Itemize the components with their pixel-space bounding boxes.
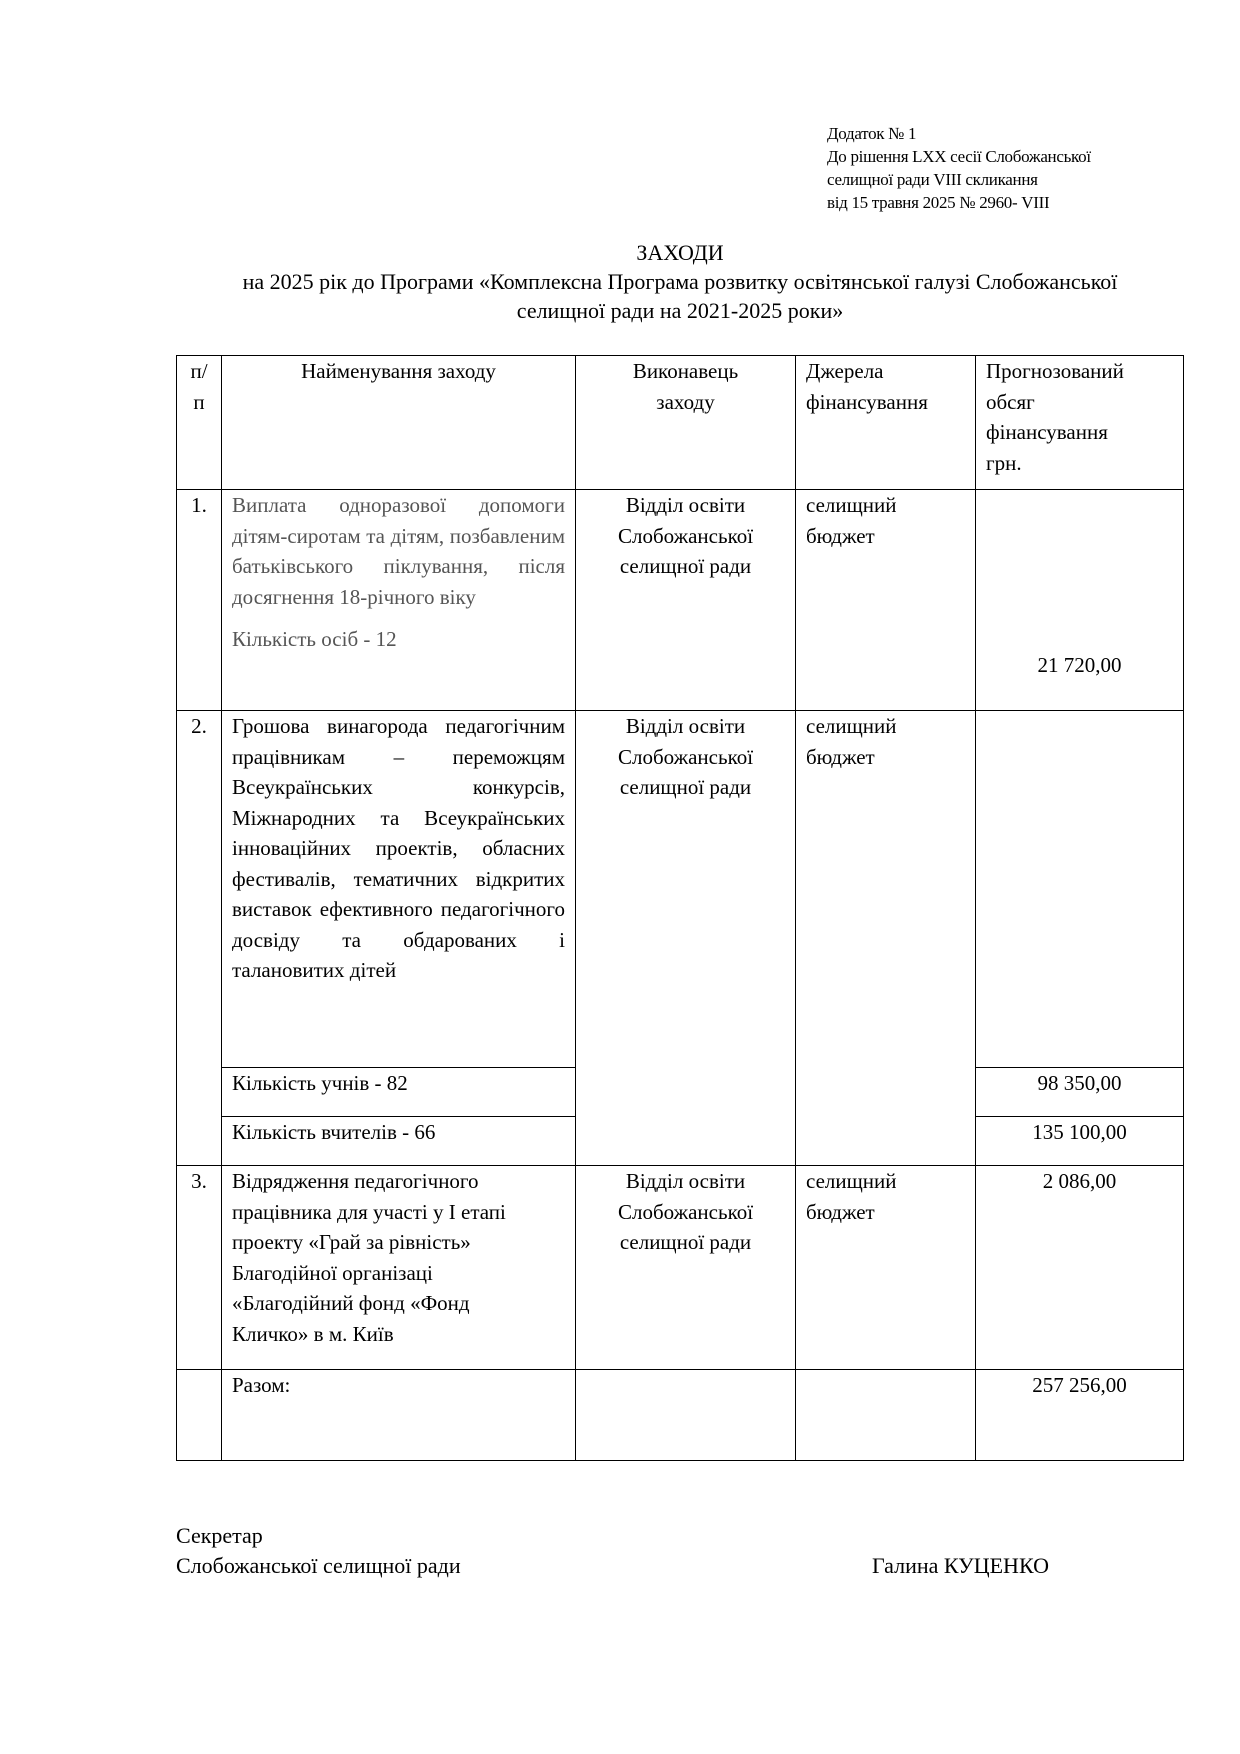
header-name: Найменування заходу: [222, 356, 576, 490]
row-2-num: 2.: [177, 711, 222, 1166]
row-3-executor: Відділ освіти Слобожанської селищної ради: [576, 1166, 796, 1370]
table-row: [177, 711, 1184, 1068]
row-1-source: селищний бюджет: [796, 490, 976, 711]
row-1-executor: Відділ освіти Слобожанської селищної ради: [576, 490, 796, 711]
annex-reference: [827, 122, 1091, 214]
header-executor: Виконавець заходу: [576, 356, 796, 490]
row-1-amount: 21 720,00: [976, 490, 1184, 711]
row-2-name: Грошова винагорода педагогічним працівникам – переможцям Всеукраїнських конкурсів, Міжнародних та Всеукраїнських інноваційних проектів, обласних фестивалів, тематичних відкритих виставок ефективного педагогічного досвіду та обдарованих і талановитих дітей: [222, 711, 576, 1068]
total-executor-empty: [576, 1370, 796, 1461]
table-header-row: [177, 356, 1184, 490]
title-line-1: ЗАХОДИ: [636, 240, 724, 265]
row-2-sub-2-label: Кількість вчителів - 66: [222, 1117, 576, 1166]
total-label: Разом:: [222, 1370, 576, 1461]
signature-role: [176, 1521, 461, 1581]
row-3-source: селищний бюджет: [796, 1166, 976, 1370]
table-total-row: [177, 1370, 1184, 1461]
signature-role-line-2: Слобожанської селищної ради: [176, 1553, 461, 1578]
measures-table: [176, 355, 1184, 1461]
row-3-num: 3.: [177, 1166, 222, 1370]
annex-line-1: Додаток № 1: [827, 124, 917, 143]
row-3-name: Відрядження педагогічного працівника для участі у І етапі проекту «Грай за рівність» Благодійної організаці «Благодійний фонд «Фонд Кличко» в м. Київ: [222, 1166, 576, 1370]
total-source-empty: [796, 1370, 976, 1461]
signature-role-line-1: Секретар: [176, 1523, 263, 1548]
row-2-source: селищний бюджет: [796, 711, 976, 1166]
row-2-sub-1-label: Кількість учнів - 82: [222, 1068, 576, 1117]
annex-line-3: селищної ради VIII скликання: [827, 170, 1038, 189]
document-title: [160, 238, 1200, 325]
row-2-executor: Відділ освіти Слобожанської селищної ради: [576, 711, 796, 1166]
row-2-amount-empty: [976, 711, 1184, 1068]
title-line-3: селищної ради на 2021-2025 роки»: [516, 298, 844, 323]
row-1-name: Виплата одноразової допомоги дітям-сиротам та дітям, позбавленим батьківського піклування, після досягнення 18-річного віку Кількість осіб - 12: [222, 490, 576, 711]
annex-line-2: До рішення LXX сесії Слобожанської: [827, 147, 1091, 166]
header-num: п/ п: [177, 356, 222, 490]
row-1-note: Кількість осіб - 12: [232, 627, 397, 651]
row-2-sub-2-amount: 135 100,00: [976, 1117, 1184, 1166]
row-3-amount: 2 086,00: [976, 1166, 1184, 1370]
header-source: Джерела фінансування: [796, 356, 976, 490]
table-row: [177, 490, 1184, 711]
row-1-num: 1.: [177, 490, 222, 711]
total-num-empty: [177, 1370, 222, 1461]
header-amount: Прогнозований обсяг фінансування грн.: [976, 356, 1184, 490]
annex-line-4: від 15 травня 2025 № 2960- VIII: [827, 193, 1050, 212]
title-line-2: на 2025 рік до Програми «Комплексна Програма розвитку освітянської галузі Слобожанської: [242, 269, 1118, 294]
signature-name: Галина КУЦЕНКО: [872, 1553, 1049, 1578]
table-row: [177, 1166, 1184, 1370]
row-2-sub-1-amount: 98 350,00: [976, 1068, 1184, 1117]
total-amount: 257 256,00: [976, 1370, 1184, 1461]
